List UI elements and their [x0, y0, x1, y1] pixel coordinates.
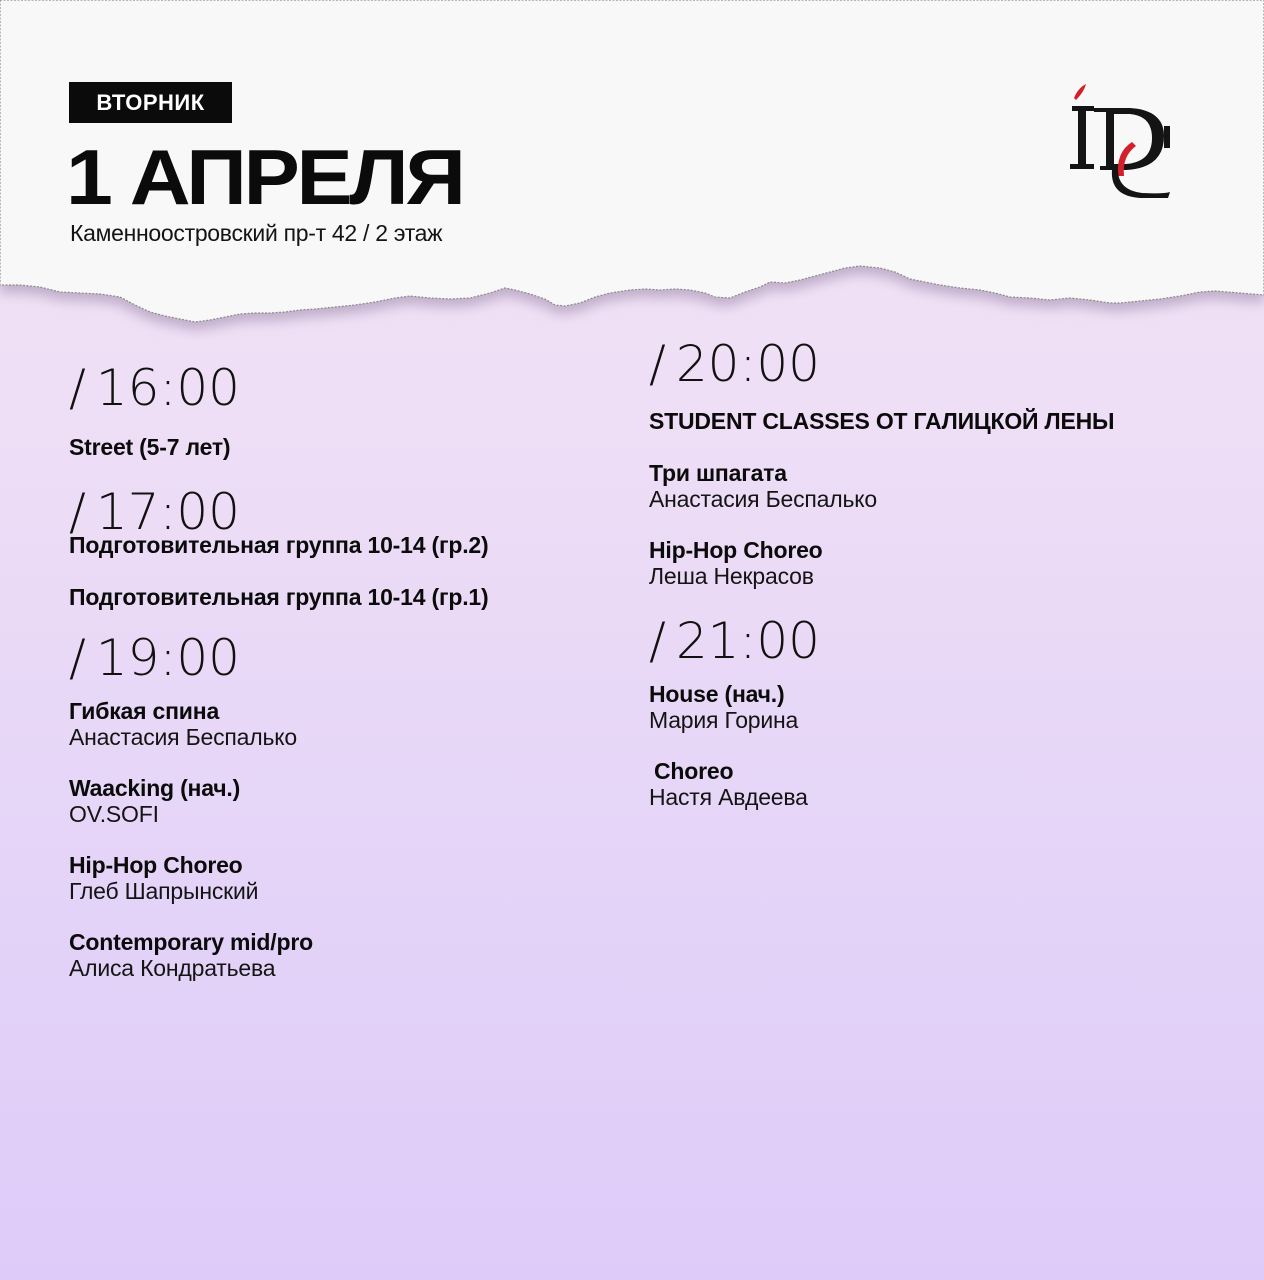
- class-title: Waacking (нач.): [69, 775, 241, 801]
- class-teacher: OV.SOFI: [69, 801, 159, 827]
- class-item: [69, 434, 639, 460]
- class-teacher: Леша Некрасов: [649, 563, 814, 589]
- class-item: [649, 681, 1209, 733]
- class-item: [649, 408, 1169, 434]
- class-title: House (нач.): [649, 681, 785, 707]
- class-title: Подготовительная группа 10-14 (гр.1): [69, 584, 489, 610]
- class-teacher: Анастасия Беспалько: [649, 486, 877, 512]
- class-item: [649, 460, 1209, 512]
- time-slot-2000: [649, 336, 1209, 589]
- time-label: / 19:00: [69, 629, 240, 687]
- time-slot-2100: [649, 613, 1209, 810]
- class-title: Contemporary mid/pro: [69, 929, 313, 955]
- class-item: [69, 698, 639, 750]
- schedule-column-left: [69, 360, 639, 981]
- class-teacher: Мария Горина: [649, 707, 799, 733]
- class-title: Street (5-7 лет): [69, 434, 231, 460]
- class-title: Choreo: [654, 758, 734, 784]
- class-item: [649, 758, 1209, 810]
- class-item: [69, 929, 639, 981]
- class-item: [69, 532, 639, 558]
- class-item: [649, 537, 1209, 589]
- day-of-week-badge: ВТОРНИК: [69, 82, 232, 123]
- time-slot-1900: [69, 630, 639, 981]
- class-title: Гибкая спина: [69, 698, 220, 724]
- class-title: Hip-Hop Choreo: [649, 537, 823, 563]
- class-item: [69, 584, 639, 610]
- class-teacher: Алиса Кондратьева: [69, 955, 276, 981]
- schedule-column-right: [649, 336, 1209, 810]
- class-item: [69, 775, 639, 827]
- time-label: / 21:00: [649, 612, 820, 670]
- time-label: / 20:00: [649, 335, 820, 393]
- class-teacher: Анастасия Беспалько: [69, 724, 297, 750]
- time-slot-1700: [69, 484, 639, 610]
- class-title: Hip-Hop Choreo: [69, 852, 243, 878]
- studio-address: Каменноостровский пр-т 42 / 2 этаж: [70, 220, 443, 246]
- time-label: / 16:00: [69, 359, 240, 417]
- class-title: Подготовительная группа 10-14 (гр.2): [69, 532, 489, 558]
- class-teacher: Настя Авдеева: [649, 784, 808, 810]
- date-title: 1 АПРЕЛЯ: [66, 133, 463, 221]
- class-teacher: Глеб Шапрынский: [69, 878, 259, 904]
- class-title: Три шпагата: [649, 460, 787, 486]
- class-title: STUDENT CLASSES ОТ ГАЛИЦКОЙ ЛЕНЫ: [649, 408, 1115, 434]
- time-label: / 17:00: [69, 483, 240, 541]
- time-slot-1600: [69, 360, 639, 460]
- class-item: [69, 852, 639, 904]
